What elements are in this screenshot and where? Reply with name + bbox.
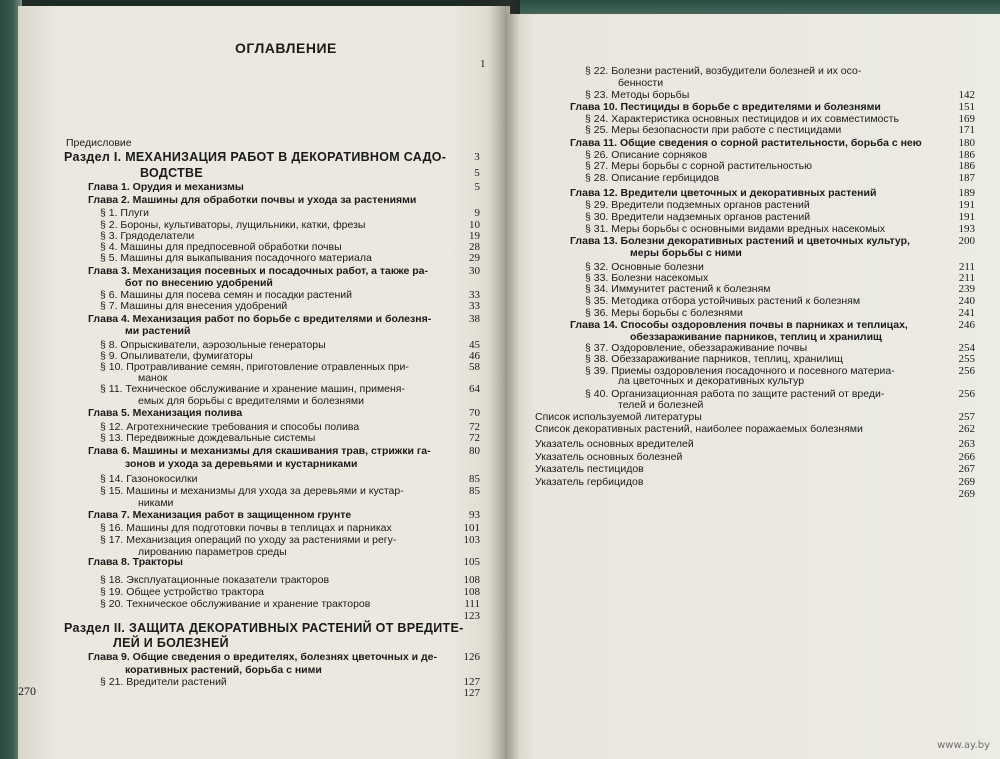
toc-entry-page: 189 <box>958 187 975 199</box>
toc-entry-title: Указатель основных болезней <box>535 451 683 463</box>
toc-entry-page: 187 <box>958 172 975 184</box>
toc-entry-title: § 28. Описание гербицидов <box>585 172 720 184</box>
toc-entry-title: § 32. Основные болезни <box>585 261 704 273</box>
toc-entry <box>64 623 480 634</box>
toc-entry <box>618 376 975 387</box>
toc-entry-page: 33 <box>469 300 480 312</box>
toc-entry-title: § 5. Машины для выкапывания посадочного материала <box>100 252 372 264</box>
toc-entry <box>570 320 975 331</box>
toc-entry-title: Глава 10. Пестициды в борьбе с вредителями и болезнями <box>570 101 881 113</box>
toc-entry-page: 45 <box>469 339 480 351</box>
toc-entry-page: 254 <box>958 342 975 354</box>
toc-entry-title: меры борьбы с ними <box>630 247 742 259</box>
toc-entry-title: § 1. Плуги <box>100 207 150 219</box>
toc-entry-title: § 30. Вредители надземных органов растений <box>585 211 811 223</box>
toc-entry <box>585 296 975 307</box>
corner-mark: 1 <box>480 58 486 70</box>
toc-entry <box>100 587 480 598</box>
toc-entry-title: Список декоративных растений, наиболее поражаемых болезнями <box>535 423 863 435</box>
toc-entry <box>100 523 480 534</box>
toc-entry-title: Раздел II. ЗАЩИТА ДЕКОРАТИВНЫХ РАСТЕНИЙ ОТ ВРЕДИТЕ- <box>64 621 464 635</box>
toc-entry-title: § 34. Иммунитет растений к болезням <box>585 283 771 295</box>
toc-entry-page: 19 <box>469 230 480 242</box>
toc-entry-title: § 21. Вредители растений <box>100 676 227 688</box>
toc-entry <box>585 90 975 101</box>
page-number: 270 <box>18 684 36 698</box>
toc-entry <box>138 396 480 407</box>
toc-entry <box>585 284 975 295</box>
toc-entry-title: § 17. Механизация операций по уходу за растениями и регу- <box>100 534 397 546</box>
toc-entry <box>535 439 975 450</box>
toc-entry <box>535 477 975 488</box>
toc-entry <box>88 446 480 457</box>
toc-entry-title: § 9. Опыливатели, фумигаторы <box>100 350 253 362</box>
toc-entry <box>585 308 975 319</box>
toc-entry-page: 266 <box>958 451 975 463</box>
toc-entry <box>100 474 480 485</box>
toc-entry <box>66 138 480 149</box>
toc-entry-page: 29 <box>469 252 480 264</box>
toc-entry <box>140 168 480 179</box>
toc-entry-title: коративных растений, борьба с ними <box>125 664 322 676</box>
toc-entry-title: Глава 9. Общие сведения о вредителях, болезнях цветочных и де- <box>88 651 437 663</box>
toc-entry-page: 30 <box>469 265 480 277</box>
toc-entry-page: 46 <box>469 350 480 362</box>
toc-entry <box>585 212 975 223</box>
toc-entry-page: 127 <box>463 687 480 699</box>
toc-entry <box>138 688 480 699</box>
toc-entry <box>570 138 975 149</box>
toc-entry-title: § 23. Методы борьбы <box>585 89 690 101</box>
toc-entry-title: § 20. Техническое обслуживание и хранение тракторов <box>100 598 371 610</box>
toc-entry-page: 85 <box>469 473 480 485</box>
toc-entry-title: бот по внесению удобрений <box>125 277 273 289</box>
toc-entry-title: § 25. Меры безопасности при работе с пестицидами <box>585 124 842 136</box>
toc-entry <box>88 408 480 419</box>
toc-entry <box>88 182 480 193</box>
toc-entry <box>618 78 975 89</box>
toc-entry-title: Указатель основных вредителей <box>535 438 694 450</box>
toc-entry-page: 108 <box>463 586 480 598</box>
toc-entry-page: 80 <box>469 445 480 457</box>
toc-entry-page: 191 <box>958 199 975 211</box>
toc-entry <box>585 224 975 235</box>
toc-entry <box>88 557 480 568</box>
toc-entry-page: 33 <box>469 289 480 301</box>
toc-entry-title: § 36. Меры борьбы с болезнями <box>585 307 743 319</box>
toc-entry-page: 126 <box>463 651 480 663</box>
watermark: www.ay.by <box>937 740 990 751</box>
toc-entry <box>100 599 480 610</box>
toc-entry-title: зонов и ухода за деревьями и кустарниками <box>125 458 358 470</box>
toc-entry-page: 151 <box>958 101 975 113</box>
toc-entry-page: 93 <box>469 509 480 521</box>
toc-entry <box>585 173 975 184</box>
toc-entry-title: Глава 12. Вредители цветочных и декоративных растений <box>570 187 877 199</box>
toc-entry-page: 28 <box>469 241 480 253</box>
toc-entry-title: ла цветочных и декоративных культур <box>618 375 805 387</box>
toc-entry-page: 267 <box>958 463 975 475</box>
toc-entry-page: 269 <box>958 476 975 488</box>
toc-entry-title: бенности <box>618 77 664 89</box>
toc-entry-title: § 3. Грядоделатели <box>100 230 195 242</box>
toc-entry-title: § 18. Эксплуатационные показатели тракторов <box>100 574 330 586</box>
toc-entry <box>535 452 975 463</box>
toc-entry-page: 3 <box>474 151 480 163</box>
toc-entry-page: 169 <box>958 113 975 125</box>
toc-entry <box>100 677 480 688</box>
toc-entry <box>125 665 480 676</box>
toc-entry-title: § 11. Техническое обслуживание и хранение машин, применя- <box>100 383 405 395</box>
toc-entry-title: § 27. Меры борьбы с сорной растительностью <box>585 160 812 172</box>
toc-entry <box>535 464 975 475</box>
toc-entry-title: § 6. Машины для посева семян и посадки растений <box>100 289 352 301</box>
toc-entry <box>113 638 480 649</box>
toc-entry-page: 257 <box>958 411 975 423</box>
toc-entry <box>100 208 480 219</box>
toc-entry-page: 70 <box>469 407 480 419</box>
toc-entry-title: Указатель пестицидов <box>535 463 644 475</box>
toc-entry <box>570 188 975 199</box>
toc-entry <box>88 266 480 277</box>
toc-entry-page: 255 <box>958 353 975 365</box>
book-gutter <box>488 0 520 759</box>
toc-entry <box>570 102 975 113</box>
toc-entry <box>100 535 480 546</box>
toc-entry <box>88 510 480 521</box>
toc-entry <box>100 253 480 264</box>
toc-entry <box>630 248 975 259</box>
toc-entry-page: 246 <box>958 319 975 331</box>
toc-entry-page: 186 <box>958 160 975 172</box>
toc-entry-page: 186 <box>958 149 975 161</box>
toc-entry-page: 105 <box>463 556 480 568</box>
toc-entry <box>100 575 480 586</box>
toc-entry-title: § 16. Машины для подготовки почвы в теплицах и парниках <box>100 522 392 534</box>
toc-entry <box>125 278 480 289</box>
toc-entry-page: 262 <box>958 423 975 435</box>
toc-entry-title: Глава 5. Механизация полива <box>88 407 243 419</box>
toc-entry-title: лированию параметров среды <box>138 546 287 558</box>
toc-entry-title: ЛЕЙ И БОЛЕЗНЕЙ <box>113 636 229 650</box>
toc-entry <box>535 424 975 435</box>
toc-entry <box>64 152 480 163</box>
toc-entry-page: 171 <box>958 124 975 136</box>
toc-entry-page: 191 <box>958 211 975 223</box>
toc-entry <box>585 354 975 365</box>
toc-entry-title: § 8. Опрыскиватели, аэрозольные генераторы <box>100 339 326 351</box>
toc-entry-title: § 38. Обеззараживание парников, теплиц, хранилищ <box>585 353 843 365</box>
toc-entry-page: 211 <box>958 261 975 273</box>
toc-entry-title: § 35. Методика отбора устойчивых растений к болезням <box>585 295 861 307</box>
toc-entry-page: 38 <box>469 313 480 325</box>
toc-entry-title: манок <box>138 372 168 384</box>
toc-entry <box>100 486 480 497</box>
toc-entry-title: § 29. Вредители подземных органов растений <box>585 199 810 211</box>
toc-entry-page: 256 <box>958 365 975 377</box>
toc-entry-title: § 10. Протравливание семян, приготовление отравленных при- <box>100 361 409 373</box>
toc-entry-page: 256 <box>958 388 975 400</box>
toc-entry-title: § 31. Меры борьбы с основными видами вредных насекомых <box>585 223 886 235</box>
toc-entry-page: 263 <box>958 438 975 450</box>
toc-entry <box>100 433 480 444</box>
toc-entry-title: § 24. Характеристика основных пестицидов и их совместимость <box>585 113 899 125</box>
toc-heading: ОГЛАВЛЕНИЕ <box>235 40 337 56</box>
toc-entry-title: телей и болезней <box>618 399 704 411</box>
toc-entry-page: 240 <box>958 295 975 307</box>
toc-entry-title: § 14. Газонокосилки <box>100 473 198 485</box>
toc-entry <box>100 301 480 312</box>
toc-entry <box>585 200 975 211</box>
toc-entry-title: ми растений <box>125 325 191 337</box>
toc-entry <box>88 314 480 325</box>
toc-entry-title: § 33. Болезни насекомых <box>585 272 709 284</box>
toc-entry <box>585 161 975 172</box>
toc-entry-title: никами <box>138 497 174 509</box>
toc-entry-title: § 15. Машины и механизмы для ухода за деревьями и кустар- <box>100 485 404 497</box>
toc-entry-title: § 40. Организационная работа по защите растений от вреди- <box>585 388 885 400</box>
toc-entry-title: Указатель гербицидов <box>535 476 644 488</box>
toc-entry-title: обеззараживание парников, теплиц и хранилищ <box>630 331 882 343</box>
toc-entry <box>535 412 975 423</box>
toc-entry-title: Глава 4. Механизация работ по борьбе с вредителями и болезня- <box>88 313 432 325</box>
toc-entry-title: Список используемой литературы <box>535 411 702 423</box>
toc-entry-page: 64 <box>469 383 480 395</box>
toc-entry-title: § 13. Передвижные дождевальные системы <box>100 432 316 444</box>
toc-entry-page: 103 <box>463 534 480 546</box>
toc-entry-title: Глава 7. Механизация работ в защищенном грунте <box>88 509 352 521</box>
toc-entry-page: 5 <box>474 181 480 193</box>
toc-entry-page: 127 <box>463 676 480 688</box>
toc-entry-page: 269 <box>958 488 975 500</box>
toc-entry <box>618 489 975 500</box>
toc-entry-title: Глава 1. Орудия и механизмы <box>88 181 244 193</box>
toc-entry-title: емых для борьбы с вредителями и болезнями <box>138 395 364 407</box>
toc-entry-page: 101 <box>463 522 480 534</box>
toc-entry-title: § 12. Агротехнические требования и способы полива <box>100 421 360 433</box>
toc-entry-page: 239 <box>958 283 975 295</box>
toc-entry-title: § 7. Машины для внесения удобрений <box>100 300 288 312</box>
toc-entry <box>88 652 480 663</box>
toc-entry-title: § 2. Бороны, культиваторы, лущильники, катки, фрезы <box>100 219 366 231</box>
toc-entry <box>125 459 480 470</box>
toc-entry-title: Глава 13. Болезни декоративных растений и цветочных культур, <box>570 235 910 247</box>
toc-entry-title: Глава 8. Тракторы <box>88 556 184 568</box>
toc-entry-title: § 19. Общее устройство трактора <box>100 586 264 598</box>
toc-entry-page: 193 <box>958 223 975 235</box>
toc-entry-title: Глава 14. Способы оздоровления почвы в парниках и теплицах, <box>570 319 908 331</box>
toc-entry-title: Глава 6. Машины и механизмы для скашивания трав, стрижки га- <box>88 445 431 457</box>
toc-entry <box>125 326 480 337</box>
toc-entry-page: 72 <box>469 432 480 444</box>
toc-entry-title: Раздел I. МЕХАНИЗАЦИЯ РАБОТ В ДЕКОРАТИВНОМ САДО- <box>64 150 447 164</box>
toc-entry-title: § 37. Оздоровление, обеззараживание почвы <box>585 342 808 354</box>
toc-entry <box>585 125 975 136</box>
toc-entry <box>88 195 480 206</box>
toc-entry-title: Глава 11. Общие сведения о сорной растительности, борьба с нею <box>570 137 922 149</box>
toc-entry-page: 85 <box>469 485 480 497</box>
toc-entry-page: 72 <box>469 421 480 433</box>
toc-entry <box>138 498 480 509</box>
toc-entry-page: 211 <box>958 272 975 284</box>
toc-entry-page: 5 <box>474 167 480 179</box>
toc-entry-page: 10 <box>469 219 480 231</box>
toc-entry-title: Глава 3. Механизация посевных и посадочных работ, а также ра- <box>88 265 428 277</box>
toc-entry <box>585 66 975 77</box>
toc-entry-title: § 4. Машины для предпосевной обработки почвы <box>100 241 342 253</box>
toc-entry <box>100 384 480 395</box>
toc-entry-title: § 22. Болезни растений, возбудители болезней и их осо- <box>585 65 862 77</box>
toc-entry-page: 9 <box>474 207 480 219</box>
toc-entry-title: ВОДСТВЕ <box>140 166 203 180</box>
toc-entry <box>618 400 975 411</box>
toc-entry-page: 142 <box>958 89 975 101</box>
toc-entry-title: § 26. Описание сорняков <box>585 149 708 161</box>
toc-entry-page: 58 <box>469 361 480 373</box>
toc-entry-page: 111 <box>464 598 480 610</box>
toc-entry-title: Глава 2. Машины для обработки почвы и ухода за растениями <box>88 194 417 206</box>
toc-entry <box>570 236 975 247</box>
toc-entry-page: 123 <box>463 610 480 622</box>
toc-entry-title: § 39. Приемы оздоровления посадочного и посевного материа- <box>585 365 895 377</box>
toc-entry-page: 200 <box>958 235 975 247</box>
toc-entry-title: Предисловие <box>66 137 132 149</box>
toc-entry-page: 108 <box>463 574 480 586</box>
toc-entry-page: 241 <box>958 307 975 319</box>
toc-entry-page: 180 <box>958 137 975 149</box>
